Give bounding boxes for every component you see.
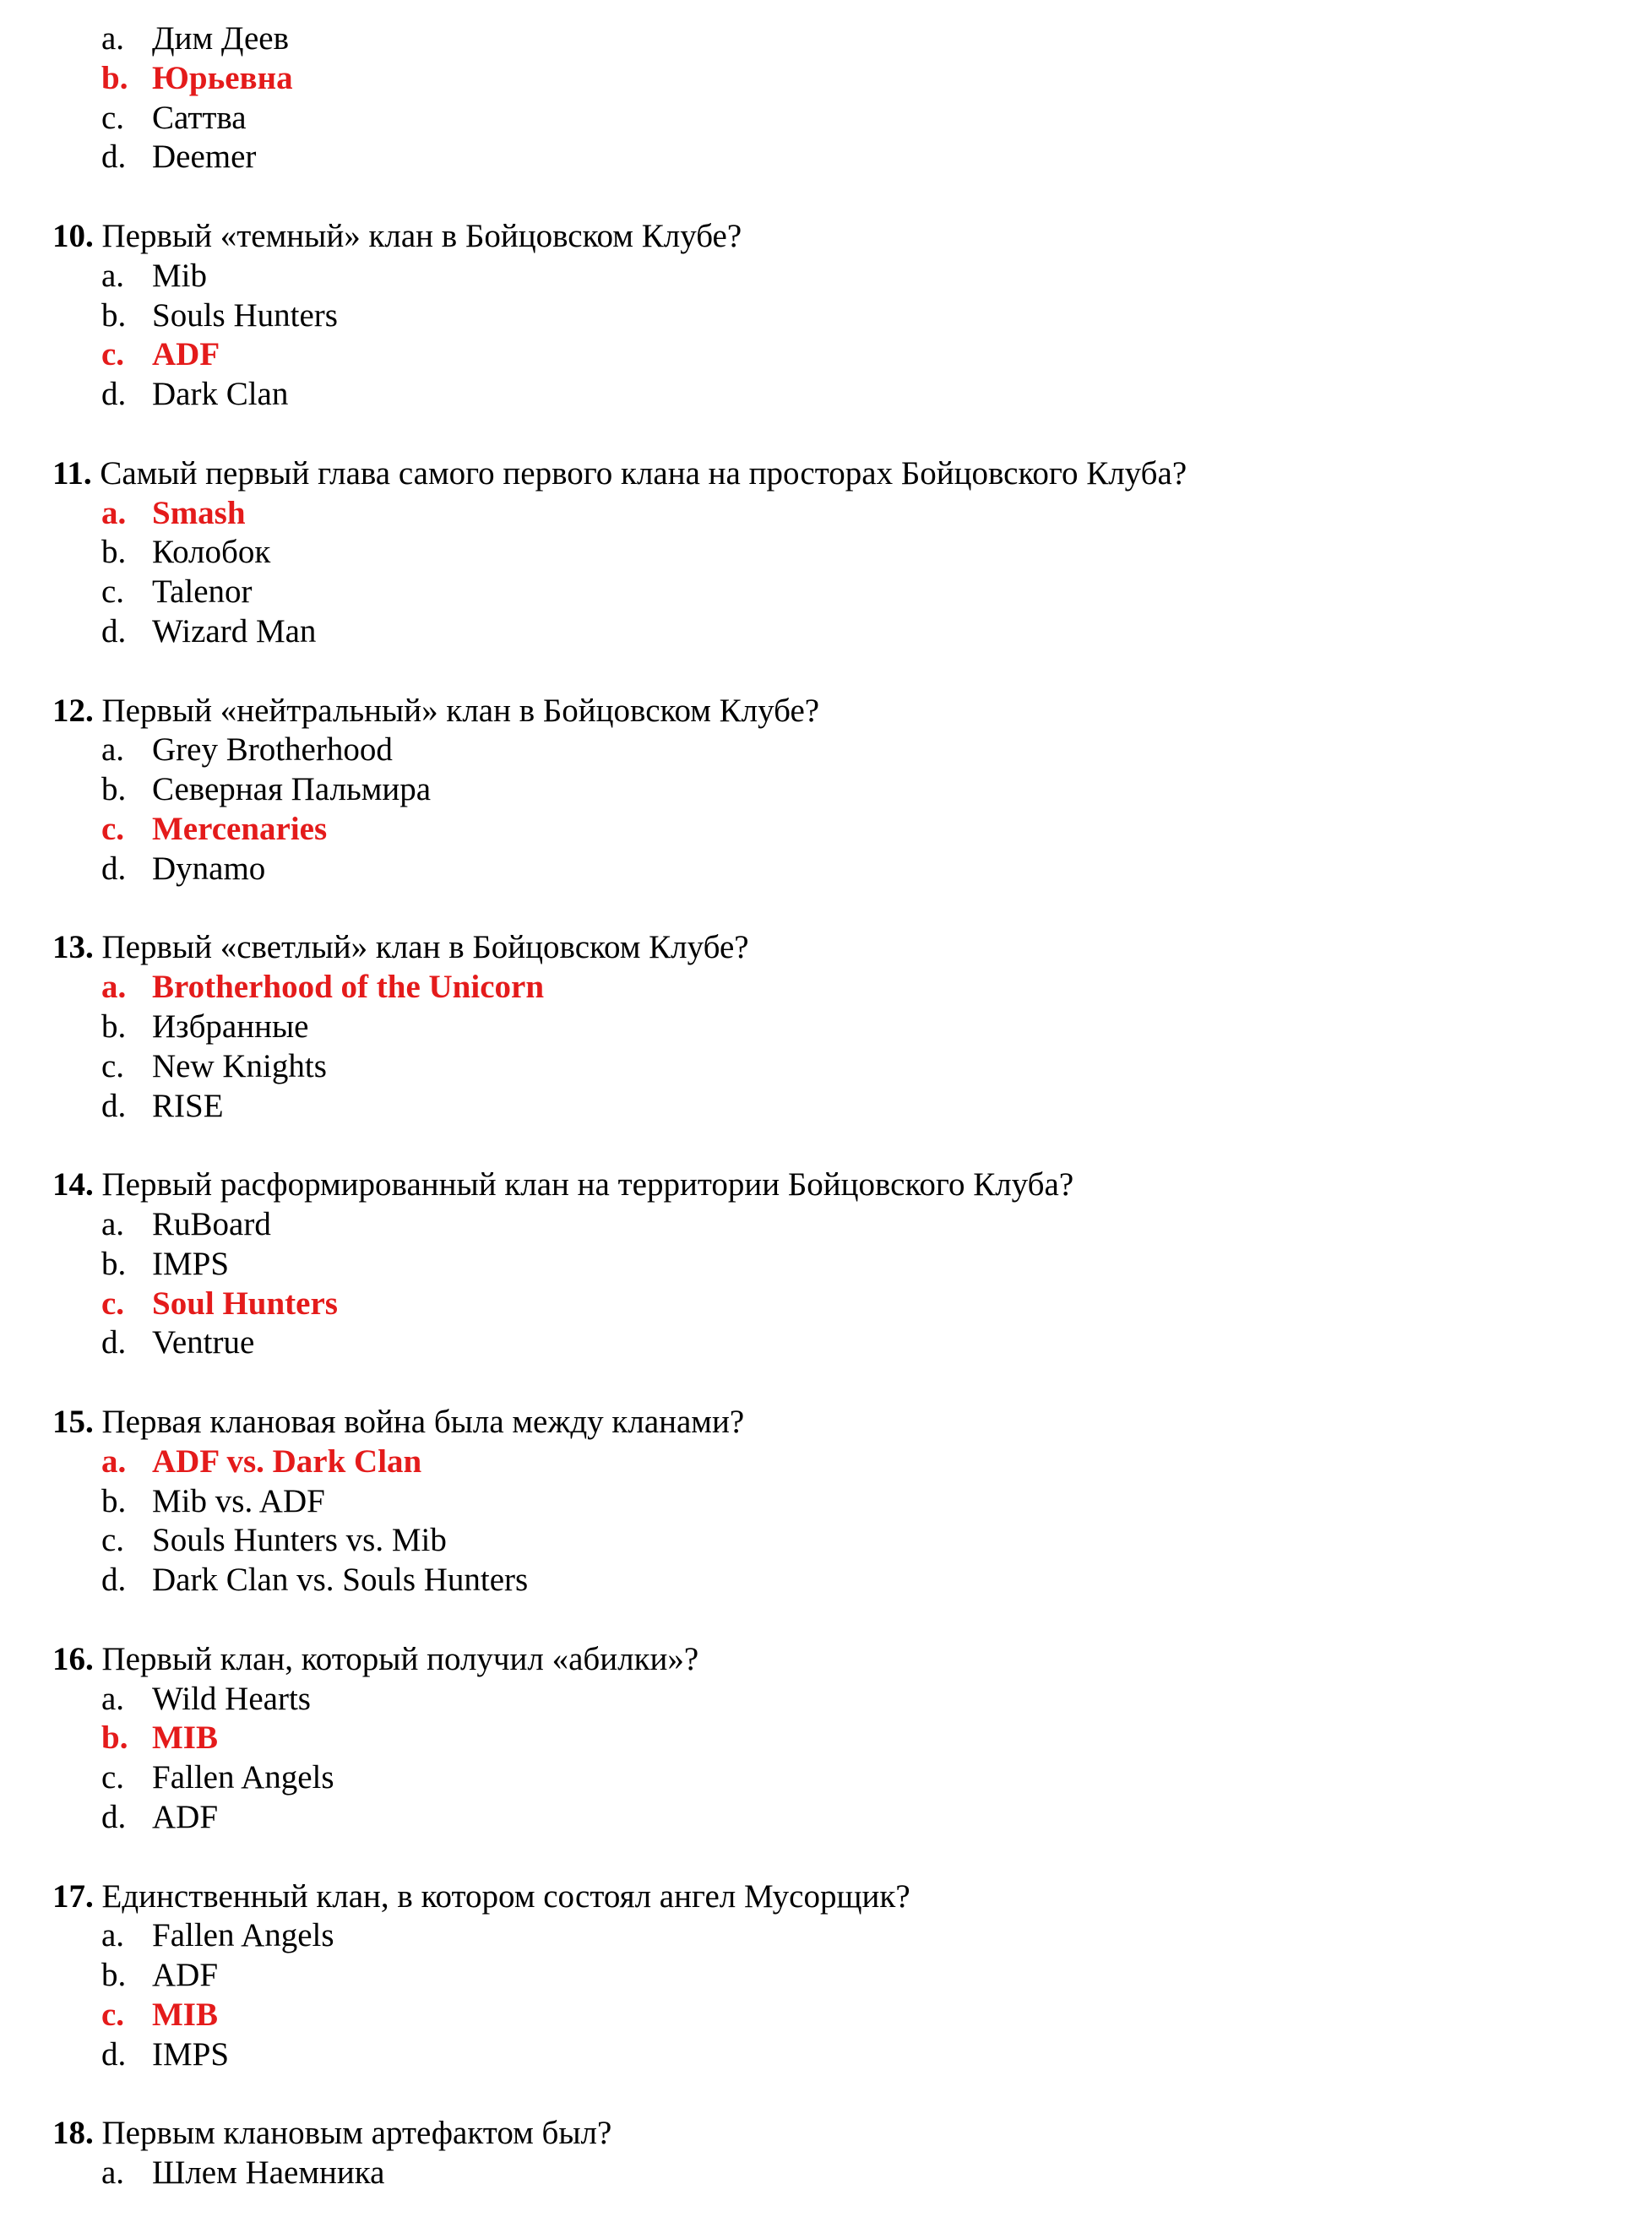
answer-option	[101, 1086, 224, 1126]
answer-option	[101, 256, 207, 296]
answer-option-correct	[101, 1442, 421, 1481]
option-letter: a.	[101, 1680, 125, 1717]
option-text: MIB	[152, 1997, 218, 2033]
option-letter: d.	[101, 613, 127, 649]
question	[52, 927, 749, 967]
option-text: New Knights	[152, 1047, 327, 1084]
option-letter: d.	[101, 376, 127, 413]
answer-option	[101, 1007, 308, 1046]
option-text: Wizard Man	[152, 613, 317, 649]
question	[52, 1165, 1073, 1204]
option-letter: c.	[101, 1047, 125, 1084]
answer-option	[101, 19, 289, 58]
option-letter: d.	[101, 1562, 127, 1599]
answer-option	[101, 296, 338, 335]
option-letter: a.	[101, 969, 127, 1006]
option-text: Fallen Angels	[152, 1759, 334, 1796]
answer-option	[101, 532, 270, 572]
option-letter: a.	[101, 1917, 125, 1954]
question-text: Самый первый глава самого первого клана на просторах Бойцовского Клуба?	[100, 454, 1187, 492]
answer-option	[101, 572, 253, 611]
question	[52, 1402, 744, 1442]
answer-option-correct	[101, 493, 246, 533]
option-letter: b.	[101, 296, 127, 334]
question-number: 17.	[52, 1877, 94, 1915]
option-text: Mercenaries	[152, 811, 328, 847]
question	[52, 1639, 698, 1679]
question-number: 12.	[52, 692, 94, 729]
option-letter: d.	[101, 1324, 127, 1361]
answer-option	[101, 2153, 384, 2192]
answer-option	[101, 1560, 528, 1600]
option-letter: c.	[101, 811, 125, 847]
option-letter: d.	[101, 2035, 127, 2073]
answer-option	[101, 1915, 334, 1955]
option-text: Smash	[152, 494, 246, 531]
question-number: 16.	[52, 1640, 94, 1677]
option-text: Soul Hunters	[152, 1285, 338, 1322]
option-text: ADF	[152, 1799, 219, 1835]
answer-option	[101, 374, 288, 414]
option-letter: c.	[101, 1522, 125, 1559]
option-text: Ventrue	[152, 1324, 255, 1361]
answer-option	[101, 137, 256, 177]
answer-option	[101, 1481, 325, 1521]
option-text: Шлем Наемника	[152, 2154, 385, 2192]
option-letter: d.	[101, 139, 127, 176]
option-text: Mib	[152, 257, 208, 294]
option-text: Dynamo	[152, 850, 266, 887]
question-number: 11.	[52, 454, 92, 492]
option-letter: b.	[101, 534, 127, 571]
option-text: Дим Деев	[152, 20, 290, 57]
option-letter: a.	[101, 1206, 125, 1242]
option-letter: b.	[101, 1957, 127, 1994]
option-text: Dark Clan vs. Souls Hunters	[152, 1562, 529, 1599]
answer-option	[101, 2035, 229, 2074]
question-text: Первый «светлый» клан в Бойцовском Клубе?	[101, 929, 749, 966]
question-number: 14.	[52, 1166, 94, 1203]
answer-option-correct	[101, 58, 293, 98]
option-text: Fallen Angels	[152, 1917, 334, 1954]
option-text: Grey Brotherhood	[152, 731, 393, 769]
answer-option	[101, 611, 316, 651]
option-letter: b.	[101, 1245, 127, 1282]
option-text: MIB	[152, 1720, 218, 1757]
option-letter: a.	[101, 1442, 127, 1480]
option-letter: c.	[101, 336, 125, 373]
answer-option	[101, 1204, 271, 1244]
answer-option-correct	[101, 334, 220, 374]
question-text: Первый клан, который получил «абилки»?	[101, 1640, 699, 1677]
answer-option	[101, 769, 431, 809]
question	[52, 216, 742, 256]
option-text: RuBoard	[152, 1206, 271, 1242]
question	[52, 691, 819, 731]
option-letter: b.	[101, 1482, 127, 1519]
answer-option	[101, 1520, 447, 1560]
option-letter: a.	[101, 20, 125, 57]
option-text: Wild Hearts	[152, 1680, 311, 1717]
option-letter: a.	[101, 731, 125, 769]
answer-option-correct	[101, 967, 544, 1007]
option-text: Избранные	[152, 1008, 309, 1045]
answer-option-correct	[101, 809, 327, 849]
option-letter: d.	[101, 1087, 127, 1124]
answer-option	[101, 849, 265, 888]
option-letter: b.	[101, 1720, 128, 1757]
question-number: 10.	[52, 218, 94, 254]
option-text: Brotherhood of the Unicorn	[152, 969, 545, 1006]
option-letter: b.	[101, 1008, 127, 1045]
question-number: 15.	[52, 1404, 94, 1440]
option-text: Юрьевна	[152, 59, 293, 96]
option-letter: a.	[101, 494, 127, 531]
answer-option-correct	[101, 1284, 338, 1323]
answer-option	[101, 1797, 218, 1837]
question-text: Первый расформированный клан на территории Бойцовского Клуба?	[101, 1166, 1074, 1203]
question-text: Первым клановым артефактом был?	[101, 2115, 612, 2152]
answer-option	[101, 98, 247, 138]
answer-option-correct	[101, 1995, 218, 2035]
option-text: IMPS	[152, 2035, 230, 2073]
option-text: RISE	[152, 1087, 224, 1124]
question-text: Первая клановая война была между кланами?	[101, 1404, 745, 1440]
question	[52, 454, 1187, 493]
option-text: Souls Hunters vs. Mib	[152, 1522, 447, 1559]
option-letter: b.	[101, 771, 127, 808]
option-letter: b.	[101, 59, 128, 96]
question-text: Первый «нейтральный» клан в Бойцовском Клубе?	[101, 692, 820, 729]
option-text: Саттва	[152, 99, 247, 136]
option-letter: c.	[101, 1285, 125, 1322]
answer-option	[101, 1244, 229, 1284]
answer-option-correct	[101, 1718, 218, 1758]
question	[52, 1877, 910, 1916]
option-text: Mib vs. ADF	[152, 1482, 325, 1519]
option-text: ADF	[152, 336, 220, 373]
option-text: ADF	[152, 1957, 219, 1994]
option-letter: c.	[101, 1759, 125, 1796]
question	[52, 2113, 611, 2153]
option-text: Dark Clan	[152, 376, 289, 413]
answer-option	[101, 1955, 218, 1995]
answer-option	[101, 1679, 311, 1719]
option-letter: a.	[101, 2154, 125, 2192]
option-letter: d.	[101, 850, 127, 887]
option-text: Talenor	[152, 573, 253, 611]
answer-option	[101, 1323, 254, 1362]
question-text: Первый «темный» клан в Бойцовском Клубе?	[101, 218, 742, 254]
answer-option	[101, 1046, 327, 1086]
option-text: Северная Пальмира	[152, 771, 432, 808]
question-number: 18.	[52, 2115, 94, 2152]
option-text: Deemer	[152, 139, 257, 176]
option-letter: c.	[101, 1997, 125, 2033]
option-letter: a.	[101, 257, 125, 294]
option-letter: d.	[101, 1799, 127, 1835]
option-letter: c.	[101, 99, 125, 136]
option-text: IMPS	[152, 1245, 230, 1282]
option-letter: c.	[101, 573, 125, 611]
option-text: Souls Hunters	[152, 296, 338, 334]
question-text: Единственный клан, в котором состоял ангел Мусорщик?	[101, 1877, 910, 1915]
answer-option	[101, 730, 393, 769]
option-text: ADF vs. Dark Clan	[152, 1442, 422, 1480]
option-text: Колобок	[152, 534, 271, 571]
question-number: 13.	[52, 929, 94, 966]
answer-option	[101, 1758, 334, 1797]
